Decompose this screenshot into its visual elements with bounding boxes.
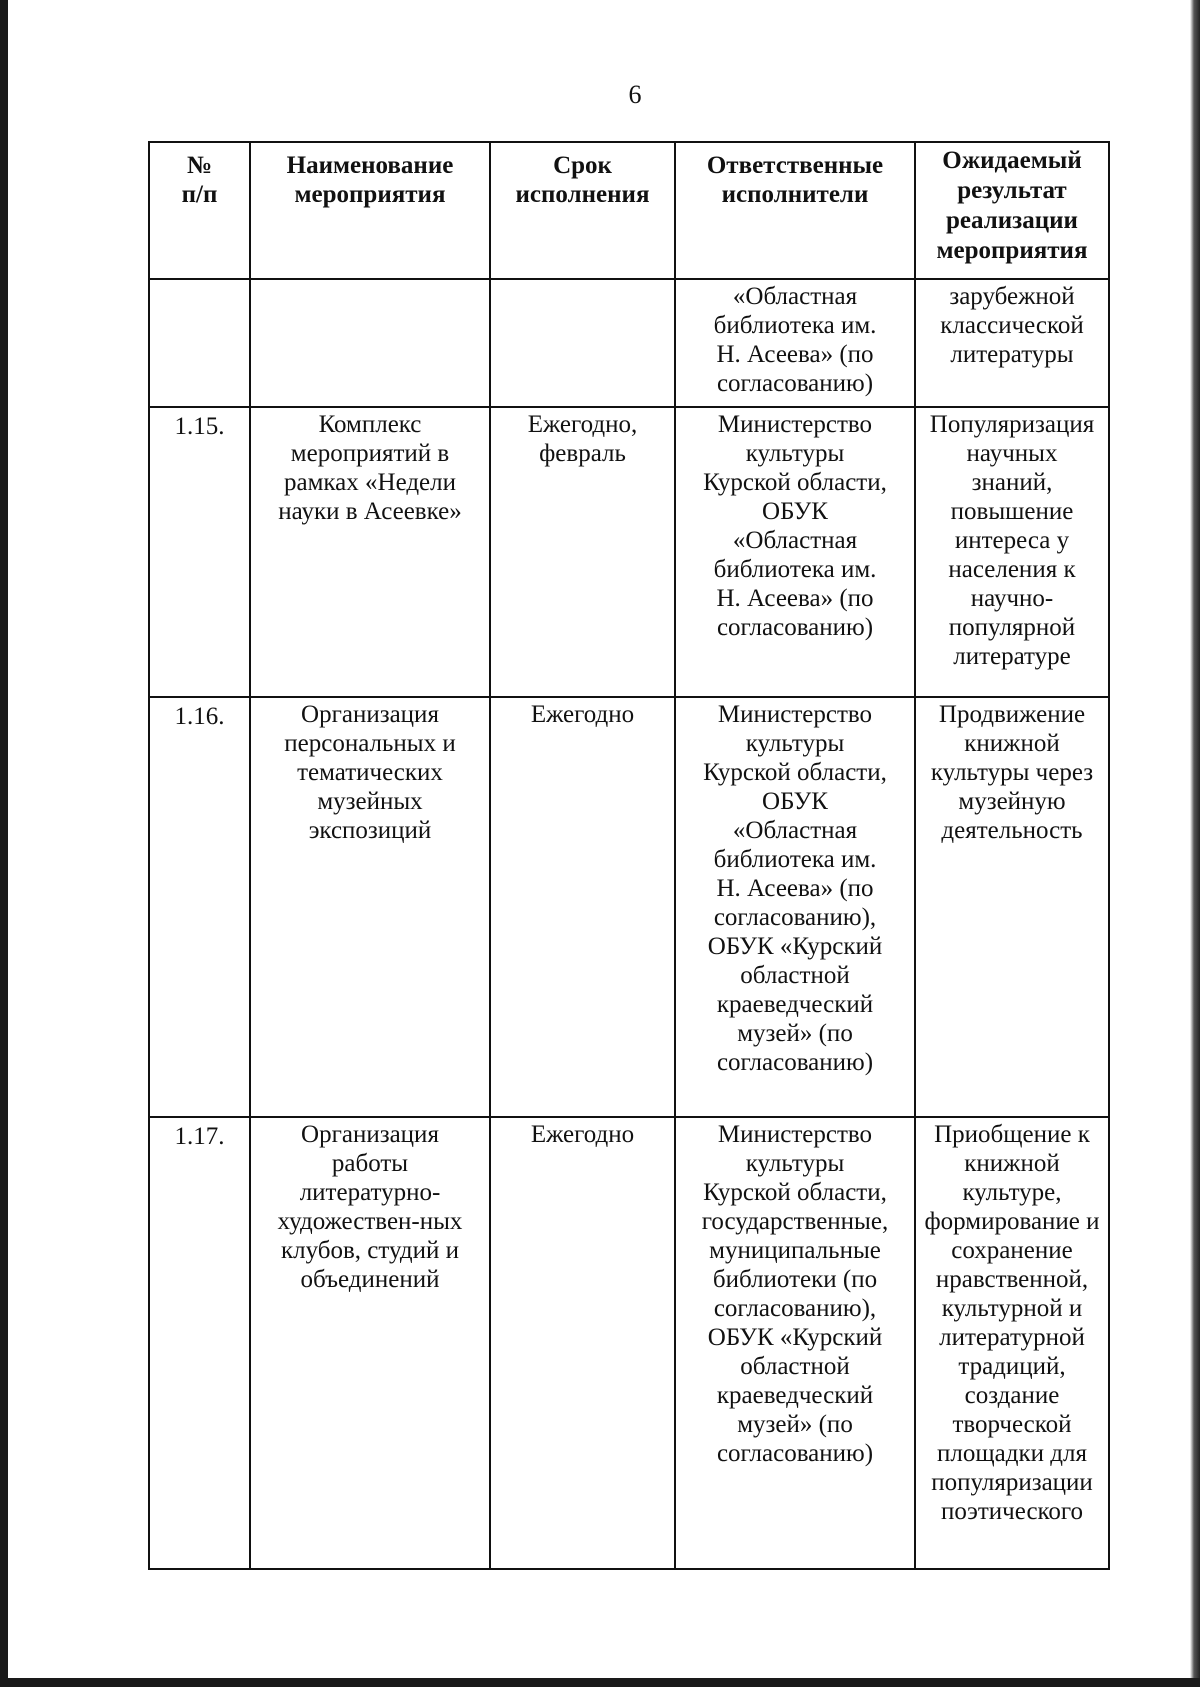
row-expected-result: Популяризация научных знаний, повышение интереса у населения к научно- популярной литературе xyxy=(915,407,1109,697)
row-event-name xyxy=(250,279,490,407)
table-row xyxy=(149,407,1109,697)
header-deadline: Срок исполнения xyxy=(490,142,675,279)
row-number xyxy=(149,279,250,407)
row-number: 1.15. xyxy=(149,407,250,697)
scan-edge-left xyxy=(0,0,8,1687)
row-event-name: Комплекс мероприятий в рамках «Недели науки в Асеевке» xyxy=(250,407,490,697)
row-responsible: Министерство культуры Курской области, государственные, муниципальные библиотеки (по согласованию), ОБУК «Курский областной краеведческий музей» (по согласованию) xyxy=(675,1117,915,1569)
row-deadline: Ежегодно xyxy=(490,697,675,1117)
scan-edge-bottom xyxy=(0,1678,1200,1687)
header-event-name: Наименование мероприятия xyxy=(250,142,490,279)
row-responsible: Министерство культуры Курской области, ОБУК «Областная библиотека им. Н. Асеева» (по согласованию), ОБУК «Курский областной краеведческий музей» (по согласованию) xyxy=(675,697,915,1117)
row-responsible: Министерство культуры Курской области, ОБУК «Областная библиотека им. Н. Асеева» (по согласованию) xyxy=(675,407,915,697)
table-header-row xyxy=(149,142,1109,279)
header-responsible: Ответственные исполнители xyxy=(675,142,915,279)
row-expected-result: Приобщение к книжной культуре, формирование и сохранение нравственной, культурной и литературной традиций, создание творческой площадки для популяризации поэтического xyxy=(915,1117,1109,1569)
events-table xyxy=(148,141,1110,1570)
row-number: 1.17. xyxy=(149,1117,250,1569)
row-deadline: Ежегодно xyxy=(490,1117,675,1569)
table-row xyxy=(149,1117,1109,1569)
table-row xyxy=(149,697,1109,1117)
row-number: 1.16. xyxy=(149,697,250,1117)
scan-edge-right xyxy=(1190,0,1200,1687)
row-expected-result: зарубежной классической литературы xyxy=(915,279,1109,407)
row-event-name: Организация работы литературно- художествен-ных клубов, студий и объединений xyxy=(250,1117,490,1569)
row-responsible: «Областная библиотека им. Н. Асеева» (по согласованию) xyxy=(675,279,915,407)
header-expected-result: Ожидаемый результат реализации мероприятия xyxy=(915,142,1109,279)
header-number: № п/п xyxy=(149,142,250,279)
row-deadline: Ежегодно, февраль xyxy=(490,407,675,697)
row-expected-result: Продвижение книжной культуры через музейную деятельность xyxy=(915,697,1109,1117)
row-event-name: Организация персональных и тематических музейных экспозиций xyxy=(250,697,490,1117)
row-deadline xyxy=(490,279,675,407)
page-number: 6 xyxy=(628,80,642,109)
table-row xyxy=(149,279,1109,407)
